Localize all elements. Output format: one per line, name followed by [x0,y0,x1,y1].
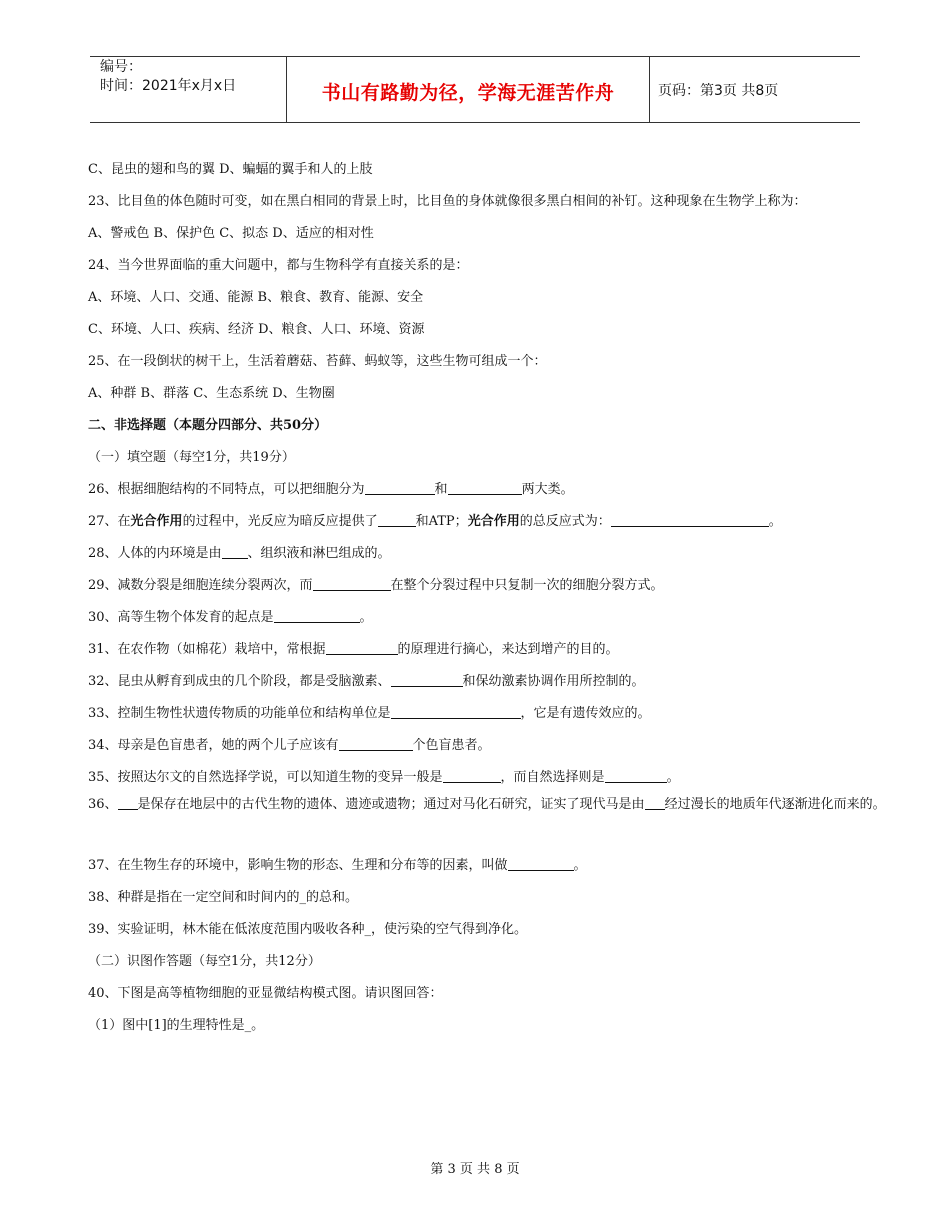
question-27-text-a: 27、在 [88,514,131,529]
question-33 [88,702,651,721]
header-divider-right [649,56,650,122]
question-27-keyword: 光合作用 [130,514,183,529]
question-36-text-c: 经过漫长的地质年代逐渐进化而来的。 [664,797,886,812]
question-31-text-a: 31、在农作物（如棉花）栽培中，常根据 [88,642,326,657]
question-40: 40、下图是高等植物细胞的亚显微结构模式图。请识图回答： [88,986,443,1001]
question-29 [88,574,664,593]
question-31 [88,638,619,657]
question-36 [88,792,898,817]
question-37 [88,854,587,873]
answer-blank[interactable] [508,856,574,871]
question-39: 39、实验证明，林木能在低浓度范围内吸收各种_，使污染的空气得到净化。 [88,922,528,937]
option-line-c: C、昆虫的翅和鸟的翼 D、蝙蝠的翼手和人的上肢 [88,162,373,177]
answer-blank[interactable] [443,768,501,783]
header-page-code: 页码：第3页 共8页 [658,83,779,99]
question-35-text-a: 35、按照达尔文的自然选择学说，可以知道生物的变异一般是 [88,770,443,785]
answer-blank[interactable] [339,736,413,751]
answer-blank[interactable] [448,480,522,495]
answer-blank[interactable] [274,608,360,623]
question-25: 25、在一段倒状的树干上，生活着蘑菇、苔藓、蚂蚁等，这些生物可组成一个： [88,354,547,369]
question-28-text-a: 28、人体的内环境是由 [88,546,222,561]
question-40-part-1: （1）图中[1]的生理特性是_。 [88,1018,265,1033]
answer-blank[interactable] [391,704,521,719]
question-33-text-a: 33、控制生物性状遗传物质的功能单位和结构单位是 [88,706,391,721]
question-32-text-b: 和保幼激素协调作用所控制的。 [462,674,645,689]
answer-blank[interactable] [313,576,391,591]
question-30-text-b: 。 [359,610,373,625]
question-26-text-c: 两大类。 [521,482,574,497]
question-37-text-a: 37、在生物生存的环境中，影响生物的形态、生理和分布等的因素，叫做 [88,858,508,873]
question-35 [88,766,680,785]
question-25-options: A、种群 B、群落 C、生态系统 D、生物圈 [88,386,335,401]
question-29-text-b: 在整个分裂过程中只复制一次的细胞分裂方式。 [390,578,664,593]
question-28 [88,542,391,561]
answer-blank[interactable] [222,544,248,559]
question-29-text-a: 29、减数分裂是细胞连续分裂两次，而 [88,578,313,593]
question-36-text-a: 36、 [88,797,118,812]
header-meta [100,58,236,96]
question-36-text-b: 是保存在地层中的古代生物的遗体、遗迹或遗物；通过对马化石研究，证实了现代马是由 [137,797,645,812]
header-bottom-rule [90,122,860,123]
question-32-text-a: 32、昆虫从孵育到成虫的几个阶段，都是受脑激素、 [88,674,391,689]
question-34-text-a: 34、母亲是色盲患者，她的两个儿子应该有 [88,738,339,753]
question-24: 24、当今世界面临的重大问题中，都与生物科学有直接关系的是： [88,258,469,273]
answer-blank[interactable] [605,768,667,783]
question-34 [88,734,491,753]
header-motto: 书山有路勤为径，学海无涯苦作舟 [321,82,615,104]
subsection-fill-in: （一）填空题（每空1分，共19分） [88,450,295,465]
question-32 [88,670,645,689]
question-26-text-a: 26、根据细胞结构的不同特点，可以把细胞分为 [88,482,365,497]
question-34-text-b: 个色盲患者。 [412,738,491,753]
answer-blank[interactable] [365,480,435,495]
question-31-text-b: 的原理进行摘心，来达到增产的目的。 [397,642,619,657]
question-23: 23、比目鱼的体色随时可变，如在黑白相同的背景上时，比目鱼的身体就像很多黑白相间的补钉。这种现象在生物学上称为： [88,194,807,209]
question-27-keyword-2: 光合作用 [467,514,520,529]
question-37-text-b: 。 [573,858,587,873]
question-27-text-c: 的过程中，光反应为暗反应提供了 [182,514,378,529]
question-33-text-b: ，它是有遗传效应的。 [520,706,651,721]
answer-blank[interactable] [378,512,416,527]
question-30-text-a: 30、高等生物个体发育的起点是 [88,610,274,625]
question-28-text-b: 、组织液和淋巴组成的。 [247,546,391,561]
answer-blank[interactable] [118,795,138,810]
page-footer: 第 3 页 共 8 页 [430,1162,520,1177]
question-27 [88,510,782,529]
header-time: 时间：2021年x月x日 [100,78,237,94]
header-number: 编号： [100,59,142,75]
section-2-heading: 二、非选择题（本题分四部分、共50分） [88,418,328,433]
question-30 [88,606,373,625]
question-24-options-ab: A、环境、人口、交通、能源 B、粮食、教育、能源、安全 [88,290,424,305]
answer-blank[interactable] [326,640,398,655]
answer-blank[interactable] [645,795,665,810]
question-35-text-c: 。 [666,770,680,785]
question-23-options: A、警戒色 B、保护色 C、拟态 D、适应的相对性 [88,226,374,241]
subsection-diagram: （二）识图作答题（每空1分，共12分） [88,954,321,969]
answer-blank[interactable] [611,512,769,527]
question-27-text-d: 和ATP； [415,514,468,529]
question-38: 38、种群是指在一定空间和时间内的_的总和。 [88,890,359,905]
question-27-text-g: 。 [768,514,782,529]
question-26 [88,478,574,497]
answer-blank[interactable] [391,672,463,687]
question-26-text-b: 和 [434,482,448,497]
question-35-text-b: ，而自然选择则是 [500,770,605,785]
header-top-rule [90,56,860,57]
question-24-options-cd: C、环境、人口、疾病、经济 D、粮食、人口、环境、资源 [88,322,425,337]
question-27-text-f: 的总反应式为： [519,514,611,529]
